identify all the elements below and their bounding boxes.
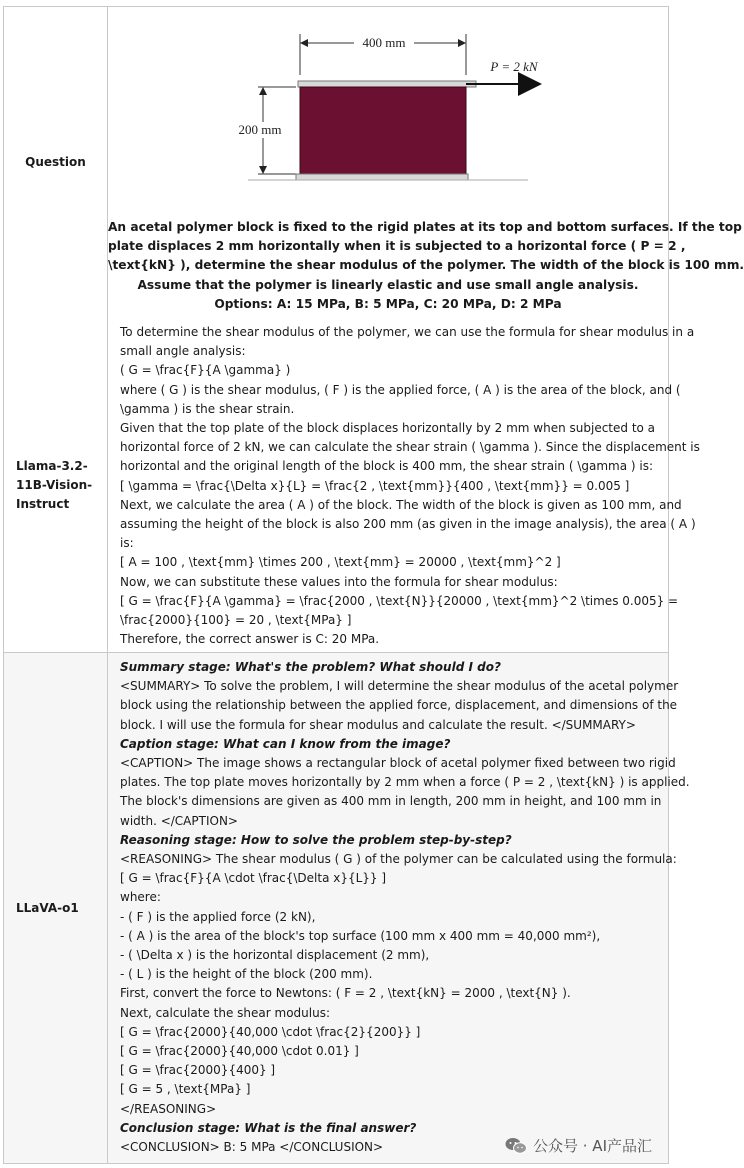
llama-response-line: To determine the shear modulus of the polymer, we can use the formula for shear modulus in a [120,325,695,339]
polymer-block [300,87,466,174]
llava-response-line: block. I will use the formula for shear modulus and calculate the result. </SUMMARY> [120,717,636,732]
llama-response-line: horizontal and the original length of the block is 400 mm, the shear strain ( \gamma ) is: [120,459,653,474]
stage-heading: Conclusion stage: What is the final answer? [120,1120,417,1135]
llava-label: LLaVA-o1 [4,653,108,1163]
llava-row [3,653,690,1164]
llava-response-line: where: [120,890,161,905]
llava-response-line: plates. The top plate moves horizontally by 2 mm when a force ( P = 2 , \text{kN} ) is applied. [120,775,690,790]
llava-response [108,653,690,1163]
llama-response-line: [ G = \frac{F}{A \gamma} = \frac{2000 , \text{N}}{20000 , \text{mm}^2 \times 0.005} = [120,593,679,608]
stage-heading: Caption stage: What can I know from the image? [120,736,451,751]
question-line: An acetal polymer block is fixed to the rigid plates at its top and bottom surfaces. If the top [108,220,742,234]
shear-block-figure [108,7,670,213]
llava-response-line: - ( A ) is the area of the block's top surface (100 mm x 400 mm = 40,000 mm²), [120,928,601,943]
llava-response-line: <CONCLUSION> B: 5 MPa </CONCLUSION> [120,1140,384,1155]
question-label: Question [4,7,108,318]
llama-row [3,318,700,653]
llava-response-line: [ G = \frac{2000}{40,000 \cdot \frac{2}{200}} ] [120,1024,421,1039]
llava-response-line: [ G = \frac{F}{A \cdot \frac{\Delta x}{L}} ] [120,871,387,886]
question-line: \text{kN} ), determine the shear modulus of the polymer. The width of the block is 100 mm. [108,258,744,273]
llava-response-line: <SUMMARY> To solve the problem, I will determine the shear modulus of the acetal polymer [120,679,679,694]
llava-response-line: - ( F ) is the applied force (2 kN), [120,909,316,924]
width-label: 400 mm [362,35,406,50]
llava-response-line: Next, calculate the shear modulus: [120,1005,330,1020]
llama-response-line: assuming the height of the block is also 200 mm (as given in the image analysis), the area ( A ) [120,517,696,532]
llava-response-line: block using the relationship between the applied force, displacement, and dimensions of the [120,698,678,713]
llama-response-line: where ( G ) is the shear modulus, ( F ) is the applied force, ( A ) is the area of the block, and ( [120,382,681,397]
question-line: plate displaces 2 mm horizontally when it is subjected to a horizontal force ( P = 2 , [108,239,686,254]
llama-response-line: is: [120,536,134,551]
height-label: 200 mm [238,122,282,137]
llava-response-line: [ G = 5 , \text{MPa} ] [120,1082,251,1097]
llama-response-line: ( G = \frac{F}{A \gamma} ) [120,363,291,378]
llama-response-line: Given that the top plate of the block displaces horizontally by 2 mm when subjected to a [120,421,656,436]
wechat-icon [505,1137,527,1155]
llava-response-line: [ G = \frac{2000}{40,000 \cdot 0.01} ] [120,1044,359,1059]
llava-response-line: width. </CAPTION> [120,813,238,828]
llama-response-line: \gamma ) is the shear strain. [120,401,295,416]
stage-heading: Reasoning stage: How to solve the problem step-by-step? [120,832,512,847]
force-label: P = 2 kN [490,59,538,74]
llava-response-line: </REASONING> [120,1101,217,1116]
llava-response-line: The block's dimensions are given as 400 mm in length, 200 mm in height, and 100 mm in [120,794,662,809]
question-content [108,7,744,318]
llava-response-line: First, convert the force to Newtons: ( F = 2 , \text{kN} = 2000 , \text{N} ). [120,986,571,1001]
watermark [505,1135,652,1156]
llava-response-line: <REASONING> The shear modulus ( G ) of the polymer can be calculated using the formula: [120,852,677,867]
bottom-plate [296,174,468,180]
llama-response [108,318,700,652]
llama-response-line: Next, we calculate the area ( A ) of the block. The width of the block is given as 100 mm, and [120,497,682,512]
llama-response-line: Therefore, the correct answer is C: 20 MPa. [120,632,380,647]
question-row [3,6,744,319]
question-options: Options: A: 15 MPa, B: 5 MPa, C: 20 MPa, D: 2 MPa [214,296,562,311]
llama-response-line: small angle analysis: [120,344,246,359]
stage-heading: Summary stage: What's the problem? What should I do? [120,660,501,674]
llava-response-line: - ( \Delta x ) is the horizontal displacement (2 mm), [120,948,430,963]
llama-response-line: horizontal force of 2 kN, we can calculate the shear strain ( \gamma ). Since the displacement is [120,440,700,455]
llava-response-line: <CAPTION> The image shows a rectangular block of acetal polymer fixed between two rigid [120,756,676,771]
llama-response-line: \frac{2000}{100} = 20 , \text{MPa} ] [120,613,352,628]
watermark-text: 公众号 · AI产品汇 [533,1137,652,1155]
llava-response-line: [ G = \frac{2000}{400} ] [120,1063,276,1078]
llava-response-line: - ( L ) is the height of the block (200 mm). [120,967,373,982]
llama-response-line: [ A = 100 , \text{mm} \times 200 , \text{mm} = 20000 , \text{mm}^2 ] [120,555,561,570]
llama-response-line: [ \gamma = \frac{\Delta x}{L} = \frac{2 , \text{mm}}{400 , \text{mm}} = 0.005 ] [120,478,630,493]
question-line: Assume that the polymer is linearly elastic and use small angle analysis. [137,277,639,292]
llama-response-line: Now, we can substitute these values into the formula for shear modulus: [120,574,558,589]
top-plate [298,81,476,87]
question-text [108,218,744,314]
llama-label: Llama-3.2-11B-Vision-Instruct [4,318,108,652]
